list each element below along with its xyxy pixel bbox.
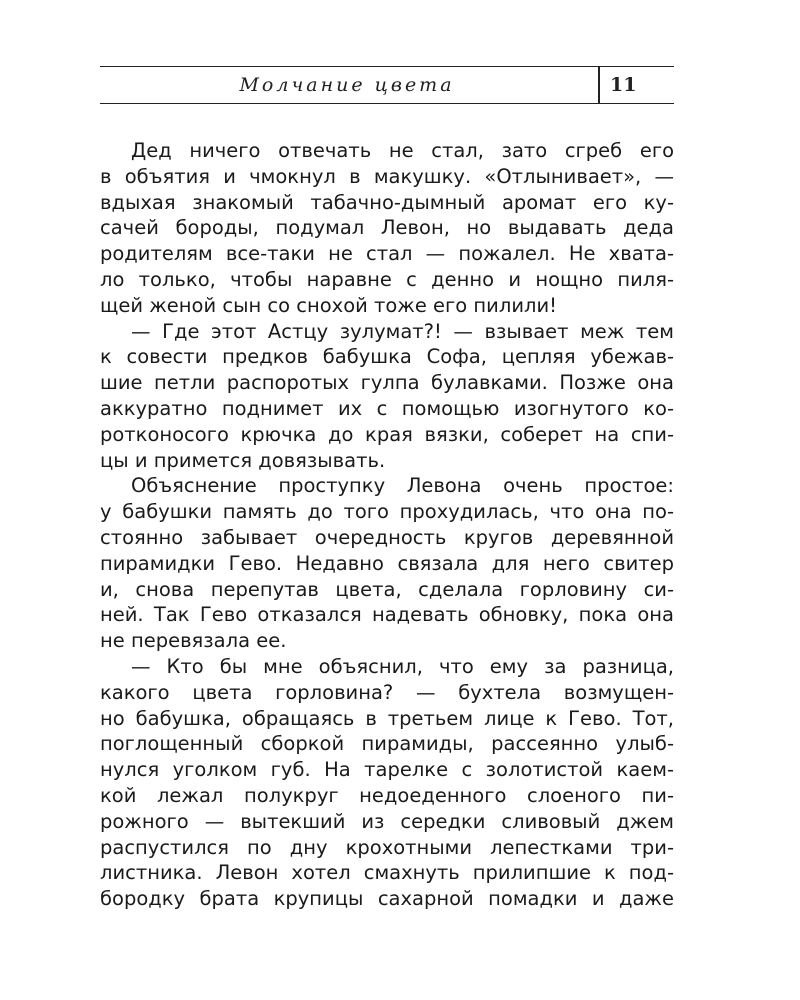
- text-line: пирамидки Гево. Недавно связала для него свитер: [100, 551, 674, 575]
- text-line: Дед ничего отвечать не стал, зато сгреб его: [131, 139, 674, 162]
- text-line: аккуратно поднимет их с помощью изогнутого ко-: [100, 396, 674, 420]
- text-line: к совести предков бабушка Софа, цепляя убежав-: [100, 345, 674, 369]
- text-line: какого цвета горловина? — бухтела возмущен-: [100, 680, 674, 704]
- text-line: в объятия и чмокнул в макушку. «Отлынивает», —: [100, 164, 674, 188]
- text-line: листника. Левон хотел смахнуть прилипшие к под-: [100, 861, 674, 885]
- text-line: Объяснение проступку Левона очень простое:: [131, 474, 674, 498]
- text-line: бородку брата крупицы сахарной помадки и даже: [100, 887, 674, 911]
- text-line: рожного — вытекший из середки сливовый джем: [100, 809, 674, 833]
- text-line: распустился по дну крохотными лепестками три-: [100, 835, 674, 859]
- text-line: сачей бороды, подумал Левон, но выдавать деда: [100, 216, 674, 240]
- text-line: родителям все-таки не стал — пожалел. Не хвата-: [100, 242, 674, 266]
- header-divider: [598, 67, 600, 103]
- text-line: щей женой сын со снохой тоже его пилили!: [100, 293, 557, 317]
- text-line: и, снова перепутав цвета, сделала горловину си-: [100, 577, 674, 601]
- text-line: у бабушки память до того прохудилась, что она по-: [100, 500, 674, 524]
- page-number: 11: [610, 74, 637, 96]
- chapter-title: Молчание цвета: [239, 74, 455, 96]
- text-line: не перевязала ее.: [100, 629, 287, 653]
- text-line: — Кто бы мне объяснил, что ему за разница,: [131, 654, 674, 678]
- text-line: стоянно забывает очередность кругов деревянной: [100, 525, 674, 549]
- text-line: цы и примется довязывать.: [100, 448, 386, 472]
- text-line: ло только, чтобы наравне с денно и нощно пиля-: [100, 267, 674, 291]
- text-line: но бабушка, обращаясь в третьем лице к Гево. Тот,: [100, 706, 674, 730]
- text-line: шие петли распоротых гулпа булавками. Позже она: [100, 371, 674, 395]
- text-line: вдыхая знакомый табачно-дымный аромат его ку-: [100, 190, 674, 214]
- body-text: [100, 138, 674, 912]
- text-line: нулся уголком губ. На тарелке с золотистой каем-: [100, 758, 674, 782]
- text-line: кой лежал полукруг недоеденного слоеного пи-: [100, 783, 674, 807]
- text-line: ротконосого крючка до края вязки, соберет на спи-: [100, 422, 674, 446]
- running-header: [100, 66, 674, 104]
- text-line: — Где этот Астцу зулумат?! — взывает меж тем: [131, 319, 674, 343]
- text-line: ней. Так Гево отказался надевать обновку, пока она: [100, 603, 674, 627]
- text-line: поглощенный сборкой пирамиды, рассеянно улыб-: [100, 732, 674, 756]
